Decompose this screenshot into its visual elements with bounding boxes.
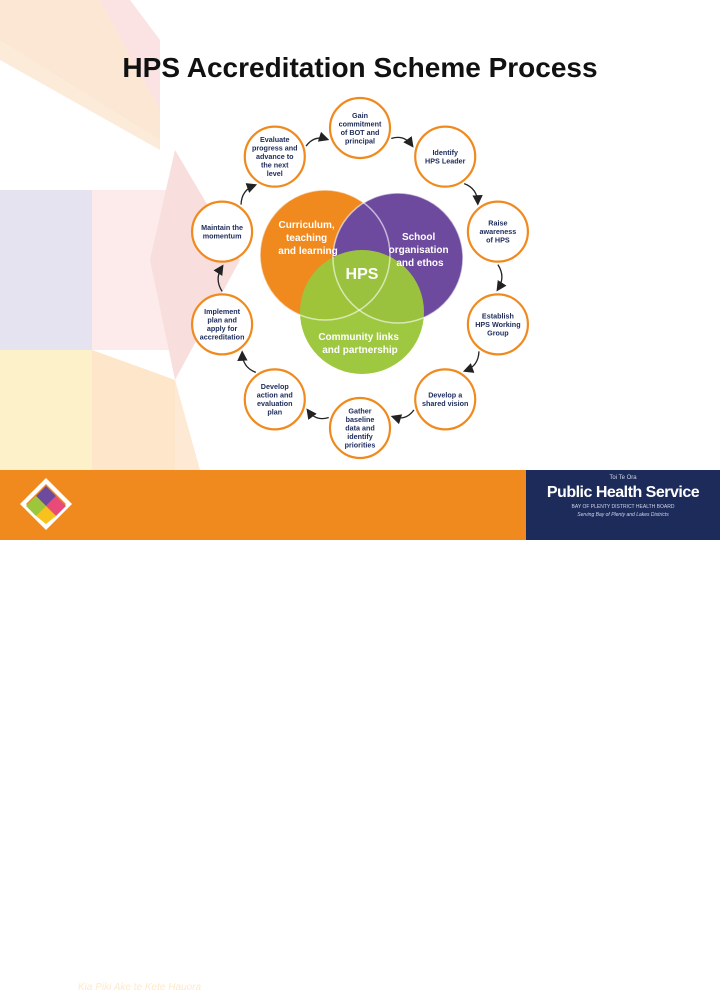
step-node bbox=[415, 369, 475, 429]
page-title: HPS Accreditation Scheme Process bbox=[122, 52, 598, 83]
step-node bbox=[330, 398, 390, 458]
step-node bbox=[415, 127, 475, 187]
hps-name: Health Promoting Schools bbox=[78, 958, 284, 977]
step-node bbox=[330, 98, 390, 158]
step-label: Establish HPS Working Group bbox=[475, 311, 521, 338]
step-label: Develop a shared vision bbox=[422, 390, 469, 409]
step-label: Raise awareness of HPS bbox=[479, 218, 517, 245]
step-node bbox=[192, 202, 252, 262]
step-node bbox=[468, 294, 528, 354]
phs-name: Public Health Service bbox=[546, 484, 700, 501]
footer-phs-banner bbox=[526, 470, 720, 540]
phs-maori-label: Toi Te Ora bbox=[609, 475, 637, 481]
step-label: Gain commitment of BOT and principal bbox=[338, 110, 382, 146]
cycle-arrow bbox=[242, 353, 256, 372]
phs-serving-label: Serving Bay of Plenty and Lakes Districts bbox=[577, 512, 669, 518]
phs-board-label: BAY OF PLENTY DISTRICT HEALTH BOARD bbox=[571, 504, 675, 510]
step-node bbox=[192, 294, 252, 354]
step-label: Implement plan and apply for accreditation bbox=[199, 307, 245, 342]
cycle-arrow bbox=[218, 267, 222, 292]
step-label: Gather baseline data and identify priorities bbox=[344, 406, 376, 450]
step-label: Maintain the momentum bbox=[201, 222, 244, 241]
cycle-arrow bbox=[391, 137, 412, 145]
cycle-arrow bbox=[306, 138, 327, 146]
venn-core-label: HPS bbox=[345, 266, 379, 283]
step-label: Evaluate progress and advance to the next level bbox=[251, 135, 298, 179]
cycle-arrow bbox=[465, 351, 479, 370]
step-node bbox=[245, 369, 305, 429]
cycle-arrow bbox=[464, 184, 478, 203]
step-node bbox=[468, 202, 528, 262]
step-label: Develop action and evaluation plan bbox=[256, 382, 293, 417]
venn-label-community: Community links and partnership bbox=[318, 332, 399, 356]
hps-region-label: Bay of Plenty and Lakes District bbox=[78, 947, 177, 954]
step-node bbox=[245, 127, 305, 187]
cycle-arrow bbox=[241, 185, 255, 204]
footer-hps-banner bbox=[0, 470, 526, 993]
cycle-arrow bbox=[498, 265, 502, 290]
hps-tagline: Kia Piki Ake te Kete Hauora bbox=[78, 982, 202, 993]
step-label: Identify HPS Leader bbox=[425, 147, 466, 166]
cycle-arrow bbox=[393, 410, 414, 418]
hps-logo-icon bbox=[18, 476, 74, 532]
cycle-arrow bbox=[308, 411, 329, 419]
venn-label-curriculum: Curriculum, teaching and learning bbox=[278, 220, 338, 257]
venn-label-organisation: School organisation and ethos bbox=[388, 232, 449, 269]
